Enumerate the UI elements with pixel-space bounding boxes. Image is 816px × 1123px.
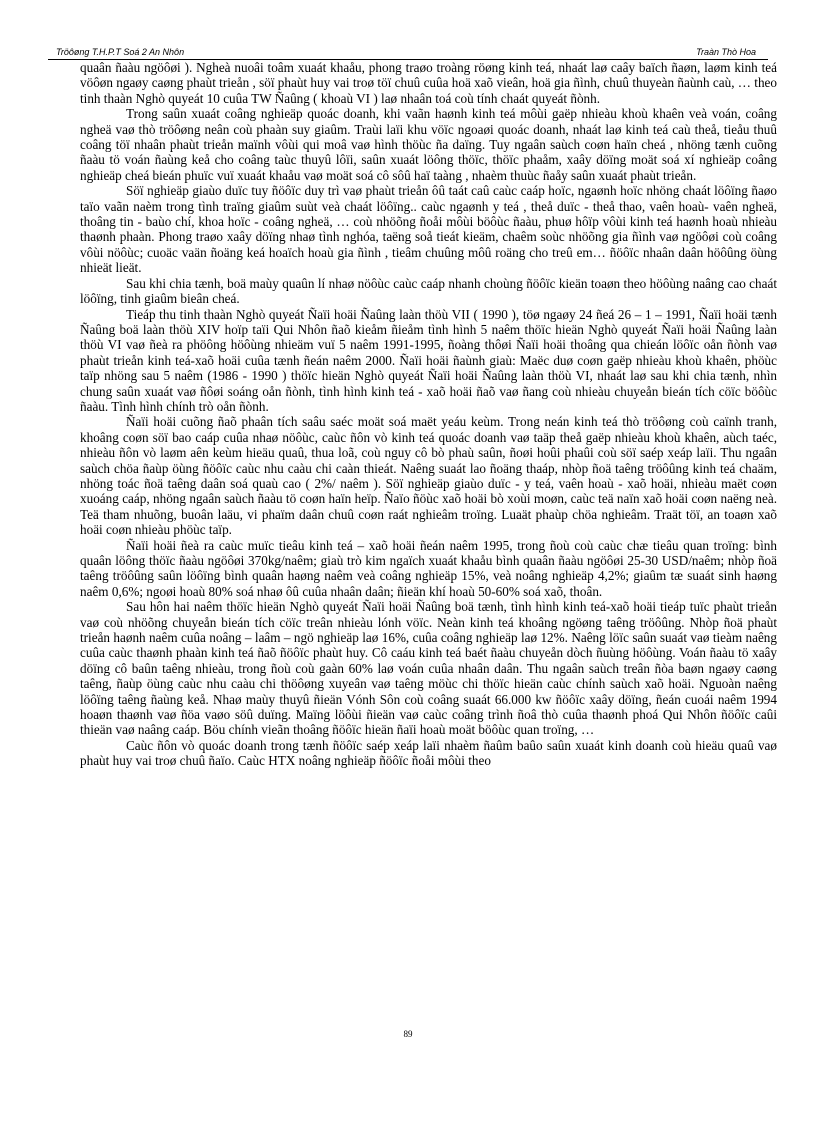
paragraph: Sau khi chia tænh, boä maùy quaûn lí nhaø nöôùc caùc caáp nhanh choùng ñöôïc kieän toaøn theo höôùng naâng cao chaát löôïng, tinh giaûm bieân cheá.: [80, 275, 777, 307]
paragraph: Ñaïi hoäi cuõng ñaõ phaân tích saâu saéc moät soá maët yeáu keùm. Trong neán kinh teá thò tröôøng coù caïnh tranh, khoâng coøn söï bao caáp cuûa nhaø nöôùc, caùc ñôn vò kinh teá quoác doanh vaø taäp theå gaëp nhieàu khoù khaên, aùch taéc, nhieàu ñôn vò laøm aên keùm hieäu quaû, thua loã, coù nguy cô bò phaù saûn, ñoøi hoûi phaûi coù söï saép xeáp laïi. Thu ngaân saùch chöa ñaùp öùng ñöôïc caùc nhu caàu chi caàn thieát. Naêng suaát lao ñoäng thaáp, nhòp ñoä taêng tröôûng kinh teá chaäm, nhöng toác ñoä taêng daân soá quaù cao ( 2%/ naêm ). Söï nghieäp giaùo duïc - y teá, vaên hoaù - xaõ hoäi, nhieàu maët coøn xuoáng caáp, nhöng ngaân saùch ñaàu tö coøn haïn heïp. Ñaïo ñöùc xaõ hoäi bò xoùi moøn, caùc teä naïn xaõ hoäi coøn naëng neà. Teä tham nhuõng, buoân laäu, vi phaïm daân chuû coøn raát nghieâm troïng. Luaät phaùp chöa nghieâm. Traät töï, an toaøn xaõ hoäi coøn nhieàu phöùc taïp.: [80, 414, 777, 538]
paragraph: Sau hôn hai naêm thöïc hieän Nghò quyeát Ñaïi hoäi Ñaûng boä tænh, tình hình kinh teá-xaõ hoäi tieáp tuïc phaùt trieån vaø coù nhöõng chuyeån bieán tích cöïc treân nhieàu lónh vöïc. Neàn kinh teá khoâng ngöøng taêng tröôûng. Nhòp ñoä phaùt trieån haønh naêm cuûa noâng – laâm – ngö nghieäp laø 16%, cuûa coâng nghieäp laø 12%. Naêng löïc saûn suaát vaø tieàm naêng cuûa caùc thaønh phaàn kinh teá ñaõ ñöôïc phaùt huy. Cô caáu kinh teá baét ñaàu chuyeån dòch ñuùng höôùng. Voán ñaàu tö xaây döïng cô baûn taêng nhieàu, trong ñoù coù gaàn 60% laø voán cuûa nhaân daân. Thu ngaân saùch treân ñòa baøn ngaøy caøng taêng, ñaùp öùng caùc nhu caàu chi thöôøng xuyeân vaø taêng möùc chi thöïc hieän caùc chính saùch xaõ hoäi. Nguoàn naêng löôïng taêng ñaùng keå. Nhaø maùy thuyû ñieän Vónh Sôn coù coâng suaát 66.000 kw ñöôïc xaây döïng, ñeán cuoái naêm 1994 hoaøn thaønh vaø ñöa vaøo söû duïng. Maïng löôùi ñieän vaø caùc coâng trình ñoâ thò cuûa thaønh phoá Qui Nhôn ñöôïc caûi thieän vaø naâng caáp. Böu chính vieãn thoâng ñöôïc hieän ñaïi hoaù moät böôùc quan troïng, …: [80, 599, 777, 738]
paragraph: Caùc ñôn vò quoác doanh trong tænh ñöôïc saép xeáp laïi nhaèm ñaûm baûo saûn xuaát kinh doanh coù hieäu quaû vaø phaùt huy vai troø chuû ñaïo. Caùc HTX noâng nghieäp ñöôïc ñoåi môùi theo: [80, 737, 777, 769]
paragraph: quaân ñaàu ngöôøi ). Ngheà nuoâi toâm xuaát khaåu, phong traøo troàng röøng kinh teá, nhaát laø caây baïch ñaøn, laøm kinh teá vöôøn ngaøy caøng phaùt trieån , söï phaùt huy vai troø töï chuû cuûa hoä xaõ vieân, hoä gia ñình, chuû thuyeàn ñaùnh caù, … theo tinh thaàn Nghò quyeát 10 cuûa TW Ñaûng ( khoaù VI ) laø nhaân toá coù tính chaát quyeát ñònh.: [80, 60, 777, 106]
paragraph: Ñaïi hoäi ñeà ra caùc muïc tieâu kinh teá – xaõ hoäi ñeán naêm 1995, trong ñoù coù caùc chæ tieâu quan troïng: bình quaân löông thöïc ñaàu ngöôøi 370kg/naêm; giaù trò kim ngaïch xuaát khaåu bình quaân ñaàu ngöôøi 25-30 USD/naêm; nhòp ñoä taêng tröôûng saûn löôïng bình quaân haøng naêm veà coâng nghieäp 15%, veà noâng nghieäp 4,2%; giaûm tæ suaát sinh haøng naêm 0,6%; ngoøi hoaù 80% soá nhaø ôû cuûa nhaân daân; ñieän khí hoaù 50-60% soá xaõ, thoân.: [80, 537, 777, 599]
paragraph: Trong saûn xuaát coâng nghieäp quoác doanh, khi vaãn haønh kinh teá môùi gaëp nhieàu khoù khaên veà voán, coâng ngheä vaø thò tröôøng neân coù phaàn suy giaûm. Traùi laïi khu vöïc ngoaøi quoác doanh, nhaát laø kinh teá caù theå, tieåu thuû coâng töï nhaân phaùt trieån maïnh vôùi qui moâ vaø hình thöùc ña daïng. Tuy ngaân saùch coøn haïn cheá , nhöng tænh cuõng ñaàu tö voán ñaùng keå cho coâng taùc thuyû lôïi, saûn xuaát löông thöïc, thöïc phaåm, xaây döïng moät soá xí nghieäp coâng nghieäp cheá bieán phuïc vuï xuaát khaåu vaø moät soá cô sôû haï taàng , nhaèm thuùc ñaåy saûn xuaát phaùt trieån.: [80, 106, 777, 183]
header-school: Tröôøng T.H.P.T Soá 2 An Nhôn: [56, 47, 185, 57]
header-author: Traàn Thò Hoa: [696, 47, 756, 57]
paragraph: Söï nghieäp giaùo duïc tuy ñöôïc duy trì vaø phaùt trieån ôû taát caû caùc caáp hoïc, ngaønh hoïc nhöng chaát löôïng ñaøo taïo vaãn naèm trong tình traïng giaûm suùt veà chaát löôïng.. caùc ngaønh y teá , theå duïc - theå thao, vaên hoaù- vaên ngheä, thoâng tin - baùo chí, khoa hoïc - coâng ngheä, … coù nhöõng ñoåi môùi böôùc ñaàu, phuø hôïp vôùi kinh teá haønh hoaù nhieàu thaønh phaàn. Phong traøo xaây döïng nhaø tình nghóa, taëng soå tieát kieäm, chaêm soùc nhöõng gia ñình vaø ngöôøi coù coâng vôùi nöôùc; cuoäc vaän ñoäng keá hoaïch hoaù gia ñình , tieâm chuûng môû roäng cho treû em… ñöôïc nhaân daân höôûng öùng nhieät lieät.: [80, 183, 777, 276]
body-text: [80, 60, 777, 769]
paragraph: Tieáp thu tinh thaàn Nghò quyeát Ñaïi hoäi Ñaûng laàn thöù VII ( 1990 ), töø ngaøy 24 ñeá 26 – 1 – 1991, Ñaïi hoäi tænh Ñaûng boä laàn thöù XIV hoïp taïi Qui Nhôn ñaõ kieåm ñieåm tình hình 5 naêm thöïc hieän Nghò quyeát Ñaïi hoäi Ñaûng laàn thöù VI vaø ñeà ra phöông höôùng nhieäm vuï 5 naêm 1991-1995, ñoàng thôøi Ñaïi hoäi thoâng qua chieán löôïc oån ñònh vaø phaùt trieån kinh teá-xaõ hoäi cuûa tænh ñeán naêm 2000. Ñaïi hoäi ñaùnh giaù: Maëc duø coøn gaëp nhieàu khoù khaên, phöùc taïp nhöng sau 5 naêm (1986 - 1990 ) thöïc hieän Nghò quyeát Ñaïi hoäi Ñaûng laàn thöù VI, nhaát laø sau khi chia tænh, nhìn chung saûn xuaát vaø ñôøi soáng oån ñònh, tình hình kinh teá - xaõ hoäi ñaõ vaø ñang coù nhieàu chuyeån bieán tích cöïc böôùc ñaàu. Tình hình chính trò oån ñònh.: [80, 306, 777, 414]
page-number: 89: [403, 1029, 413, 1039]
